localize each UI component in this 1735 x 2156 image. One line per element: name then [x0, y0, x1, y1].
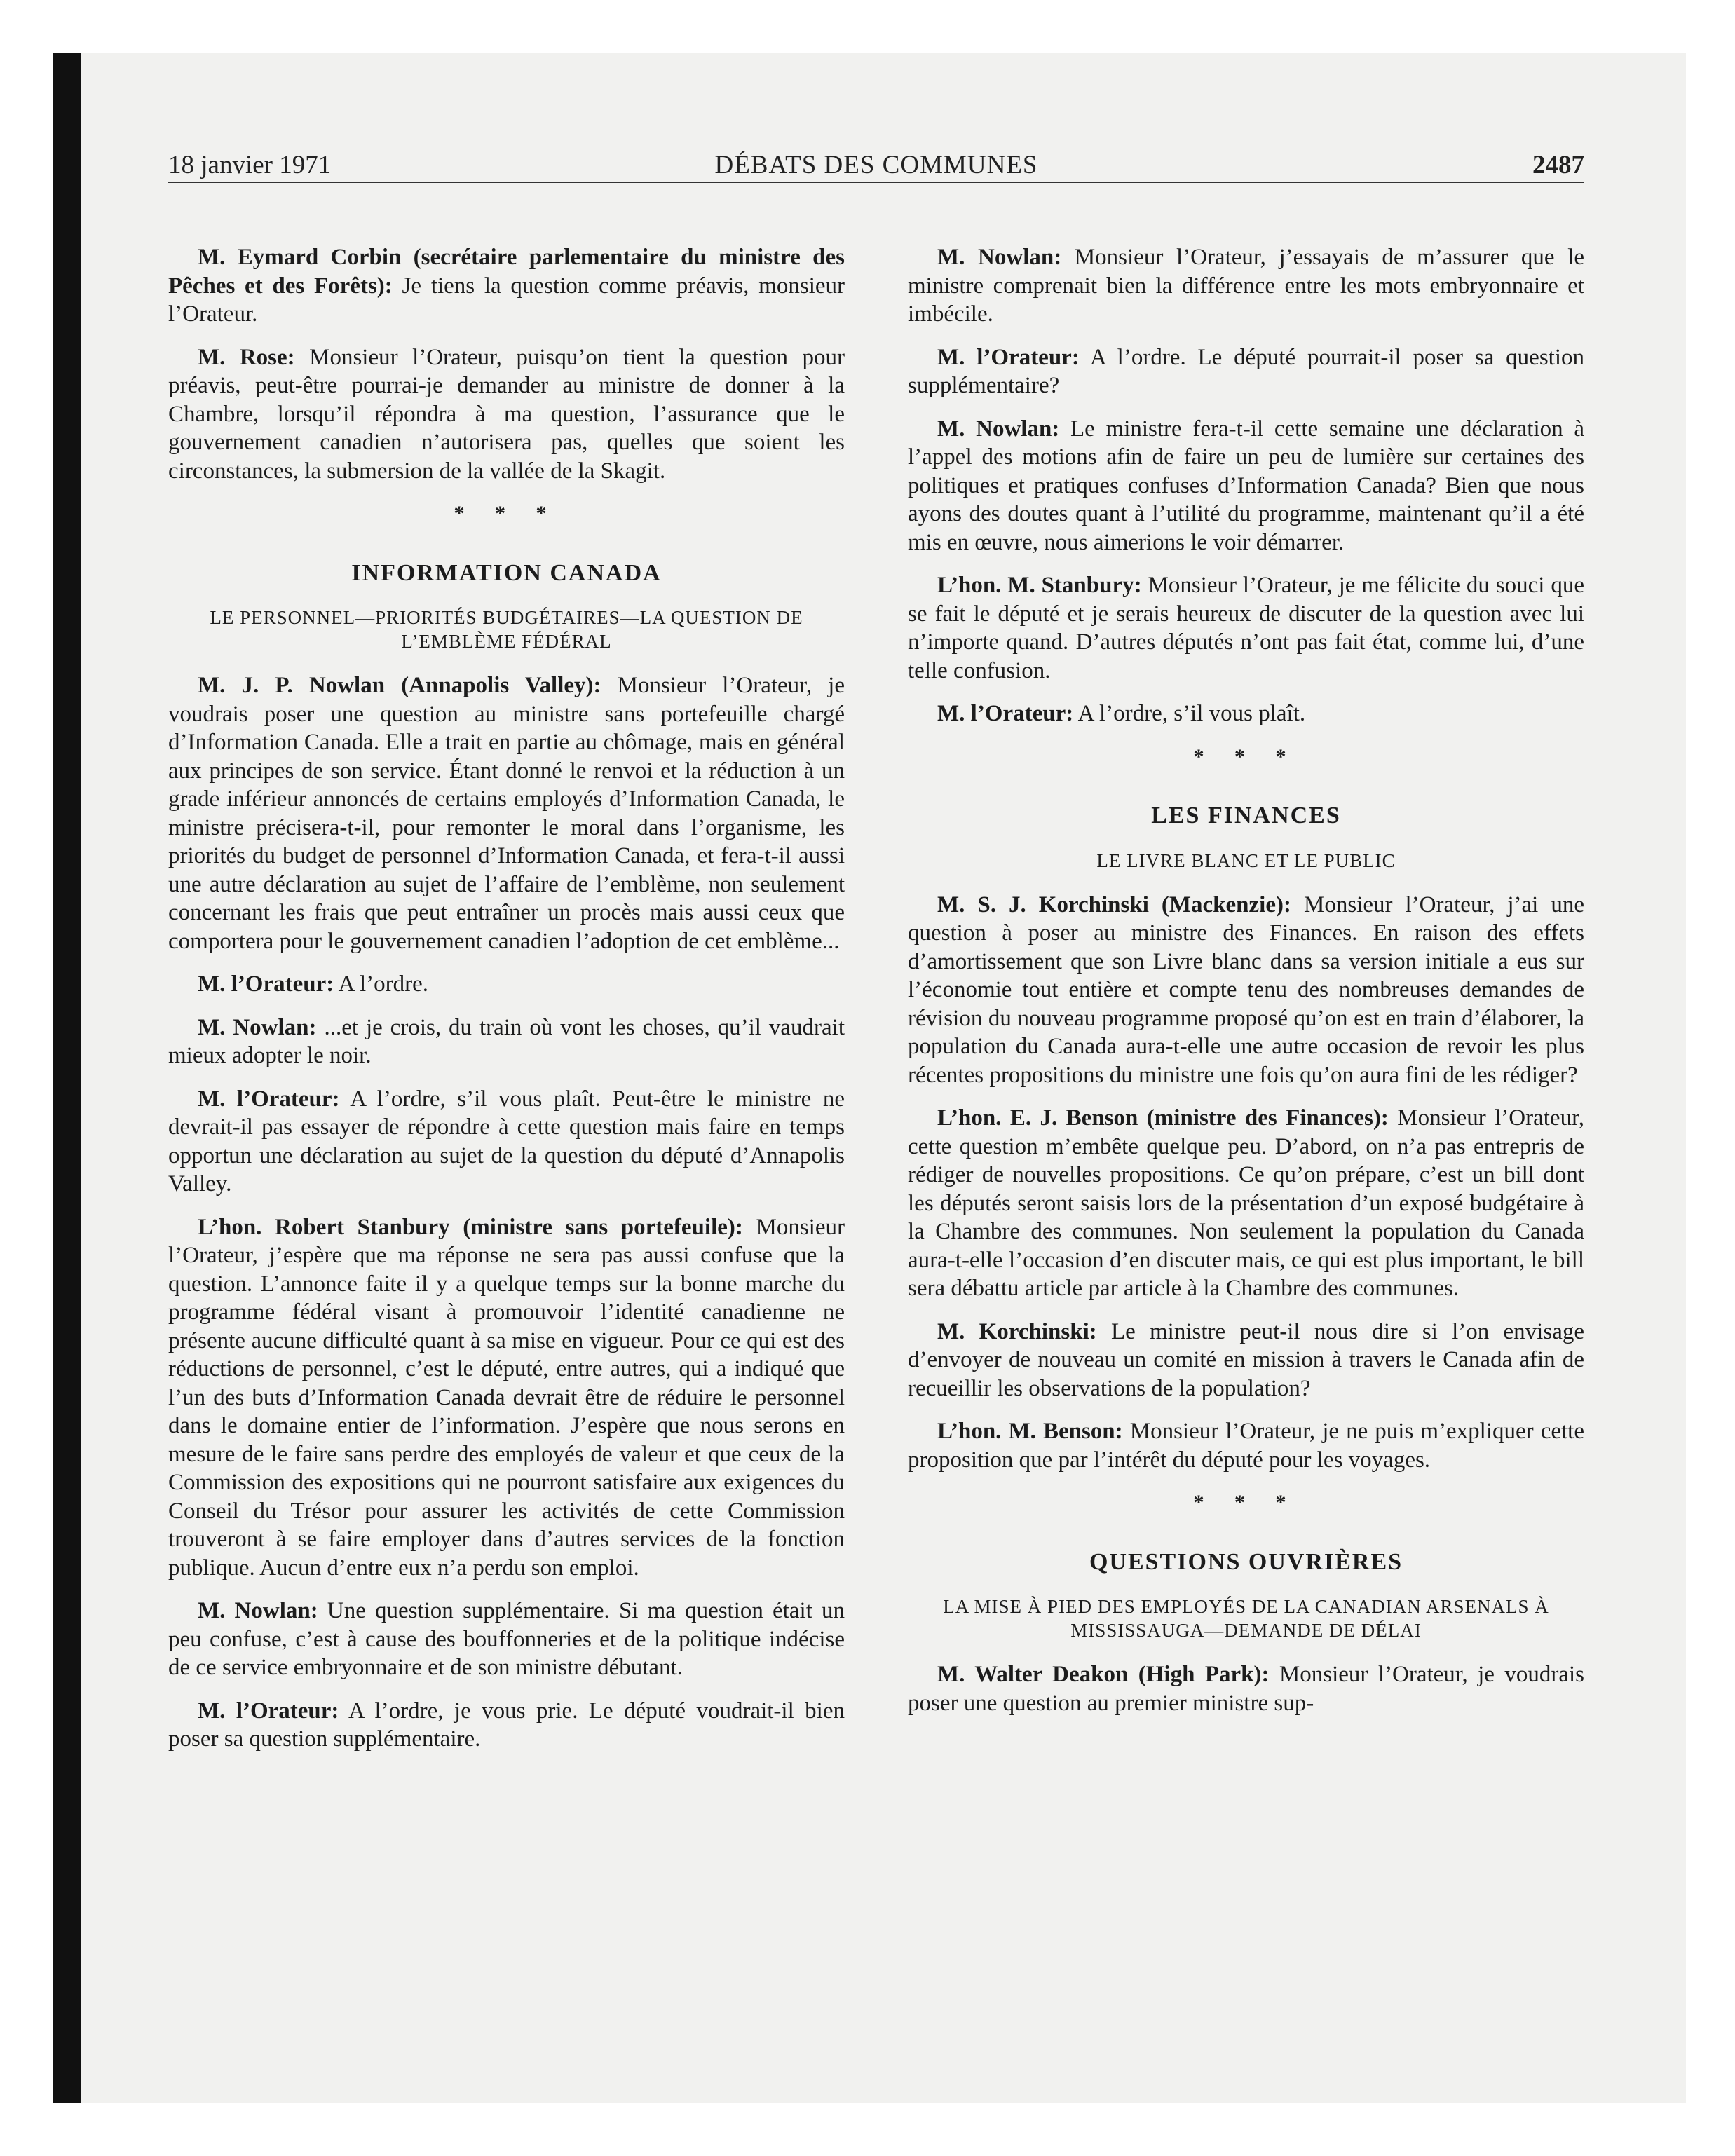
- speaker-name: M. l’Orateur:: [937, 344, 1080, 370]
- speech-text: A l’ordre.: [334, 971, 428, 997]
- speaker-name: M. l’Orateur:: [198, 1698, 339, 1724]
- section-heading: INFORMATION CANADA: [351, 559, 662, 586]
- paragraph: [168, 343, 845, 486]
- speech-text: Le ministre fera-t-il cette semaine une déclaration à l’appel des motions afin de faire un peu de lumière sur certaines des politiques et pratiques confuses d’Information Canada? Bien que nous ayons des doutes quant à l’utilité du programme, maintenant qu’il a été mis en œuvre, nous aimerions le voir démarrer.: [908, 416, 1584, 555]
- speech-text: A l’ordre. Le député pourrait-il poser sa question supplémentaire?: [908, 344, 1584, 398]
- section-separator: * * *: [1193, 1491, 1299, 1514]
- speaker-name: M. Nowlan:: [937, 416, 1060, 442]
- speech-text: A l’ordre, s’il vous plaît.: [1073, 701, 1306, 726]
- speech-text: ...et je crois, du train où vont les choses, qu’il vaudrait mieux adopter le noir.: [168, 1014, 845, 1068]
- speaker-name: L’hon. E. J. Benson (ministre des Finances):: [937, 1105, 1389, 1131]
- speech-text: Une question supplémentaire. Si ma question était un peu confuse, c’est à cause des bouffonneries et de la politique indécise de ce service embryonnaire et de son ministre débutant.: [168, 1598, 845, 1680]
- section-separator: * * *: [454, 502, 559, 525]
- paragraph: [168, 1213, 845, 1583]
- section-heading: LES FINANCES: [1151, 803, 1341, 828]
- header-title: DÉBATS DES COMMUNES: [714, 151, 1038, 179]
- speech-text: Monsieur l’Orateur, j’essayais de m’assurer que le ministre comprenait bien la différence entre les mots embryonnaire et imbécile.: [908, 245, 1584, 327]
- scan-edge: [53, 53, 81, 2103]
- paragraph: [168, 1597, 845, 1682]
- paragraph: [168, 1014, 845, 1070]
- paragraph: [908, 700, 1584, 728]
- speech-text: Monsieur l’Orateur, puisqu’on tient la question pour préavis, peut-être pourrai-je demander au ministre de donner à la Chambre, lorsqu’il répondra à ma question, l’assurance que le gouvernement canadien n’autorisera pas, quelles que soient les circonstances, la submersion de la vallée de la Skagit.: [168, 344, 845, 484]
- speaker-name: L’hon. Robert Stanbury (ministre sans portefeuile):: [198, 1214, 743, 1240]
- speaker-name: M. l’Orateur:: [198, 971, 334, 997]
- speaker-name: M. Nowlan:: [937, 245, 1062, 270]
- speaker-name: M. l’Orateur:: [937, 701, 1074, 726]
- paragraph: [908, 343, 1584, 400]
- speech-text: Monsieur l’Orateur, je ne puis m’expliquer cette proposition que par l’intérêt du député pour les voyages.: [908, 1419, 1584, 1473]
- speaker-name: M. Korchinski:: [937, 1318, 1097, 1344]
- section-subheading: LA MISE À PIED DES EMPLOYÉS DE LA CANADIAN ARSENALS À MISSISSAUGA—DEMANDE DE DÉLAI: [943, 1596, 1549, 1641]
- speech-text: Monsieur l’Orateur, j’espère que ma réponse ne sera pas aussi confuse que la question. L’annonce faite il y a quelque temps sur la bonne marche du programme fédéral visant à promouvoir l’identité canadienne ne présente aucune difficulté quant à sa mise en vigueur. Pour ce qui est des réductions de personnel, c’est le député, entre autres, qui a indiqué que l’un des buts d’Information Canada devrait être de réduire le personnel dans le domaine entier de l’information. J’espère que nous serons en mesure de le faire sans perdre des employés de valeur et que ceux de la Commission des expositions qui ne pourront satisfaire aux exigences du Conseil du Trésor pour assurer les activités de cette Commission trouveront à se faire employer dans d’autres services de la fonction publique. Aucun d’entre eux n’a perdu son emploi.: [168, 1214, 845, 1581]
- speech-text: Monsieur l’Orateur, je me félicite du souci que se fait le député et je serais heureux de discuter de la question avec lui n’importe quand. D’autres députés n’ont pas fait état, comme lui, d’une telle confusion.: [908, 573, 1584, 683]
- speech-text: Le ministre peut-il nous dire si l’on envisage d’envoyer de nouveau un comité en mission à travers le Canada afin de recueillir les observations de la population?: [908, 1318, 1584, 1401]
- paragraph: [908, 891, 1584, 1090]
- section-heading: QUESTIONS OUVRIÈRES: [1089, 1548, 1403, 1575]
- speech-text: Monsieur l’Orateur, je voudrais poser une question au premier ministre sup-: [908, 1662, 1584, 1716]
- speaker-name: M. Walter Deakon (High Park):: [937, 1662, 1270, 1687]
- paragraph: [908, 1660, 1584, 1717]
- speaker-name: M. Nowlan:: [198, 1598, 318, 1623]
- header-rule: [168, 182, 1584, 183]
- paragraph: [908, 243, 1584, 329]
- right-column: [908, 243, 1584, 1732]
- paragraph: [168, 1697, 845, 1754]
- speech-text: A l’ordre, je vous prie. Le député voudrait-il bien poser sa question supplémentaire.: [168, 1698, 845, 1752]
- header-date: 18 janvier 1971: [168, 151, 332, 179]
- speaker-name: M. Rose:: [198, 344, 295, 370]
- speech-text: A l’ordre, s’il vous plaît. Peut-être le ministre ne devrait-il pas essayer de répondre à cette question mais faire en temps opportun une déclaration au sujet de la question du député d’Annapolis Valley.: [168, 1086, 845, 1196]
- speech-text: Monsieur l’Orateur, je voudrais poser une question au ministre sans portefeuille chargé d’Information Canada. Elle a trait en partie au chômage, mais en général aux principes de son service. Étant donné le renvoi et la réduction à un grade inférieur annoncés de certains employés d’Information Canada, le ministre précisera-t-il, pour remonter le moral dans l’organisme, les priorités du budget de personnel d’Information Canada, et fera-t-il aussi une autre déclaration au sujet de l’affaire de l’emblème, non seulement concernant les frais que peut entraîner un procès mais aussi ceux que comportera pour le gouvernement canadien l’adoption de cet emblème...: [168, 673, 845, 954]
- speaker-name: M. Nowlan:: [198, 1014, 317, 1040]
- section-separator: * * *: [1193, 744, 1299, 768]
- speaker-name: M. J. P. Nowlan (Annapolis Valley):: [198, 673, 601, 698]
- paragraph: [908, 415, 1584, 557]
- speech-text: Je tiens la question comme préavis, monsieur l’Orateur.: [168, 273, 845, 327]
- speaker-name: M. S. J. Korchinski (Mackenzie):: [937, 892, 1291, 917]
- paragraph: [168, 1085, 845, 1199]
- speech-text: Monsieur l’Orateur, cette question m’embête quelque peu. D’abord, on n’a pas entrepris de rédiger de nouvelles propositions. Ce qu’on prépare, c’est un bill dont les députés seront saisis lors de la présentation d’un exposé budgétaire à la Chambre des communes. Non seulement la population du Canada aura-t-elle l’occasion d’en discuter mais, ce qui est plus important, le bill sera débattu article par article à la Chambre des communes.: [908, 1105, 1584, 1301]
- paragraph: [168, 671, 845, 955]
- paragraph: [908, 1417, 1584, 1474]
- section-subheading: LE LIVRE BLANC ET LE PUBLIC: [1096, 850, 1396, 871]
- speaker-name: M. l’Orateur:: [198, 1086, 340, 1112]
- section-subheading: LE PERSONNEL—PRIORITÉS BUDGÉTAIRES—LA QUESTION DE L’EMBLÈME FÉDÉRAL: [210, 607, 803, 652]
- left-column: [168, 243, 845, 1768]
- page-header: [168, 150, 1584, 182]
- header-page-number: 2487: [1532, 151, 1584, 179]
- speaker-name: M. Eymard Corbin (secrétaire parlementaire du ministre des Pêches et des Forêts):: [168, 245, 845, 299]
- speaker-name: L’hon. M. Benson:: [937, 1419, 1123, 1444]
- paragraph: [168, 243, 845, 329]
- speaker-name: L’hon. M. Stanbury:: [937, 573, 1142, 598]
- paragraph: [908, 1104, 1584, 1303]
- paragraph: [908, 1318, 1584, 1403]
- paragraph: [908, 571, 1584, 685]
- speech-text: Monsieur l’Orateur, j’ai une question à poser au ministre des Finances. En raison des effets d’amortissement que son Livre blanc dans sa version initiale a eus sur l’économie tout entière et compte tenu des nombreuses demandes de révision du nouveau programme proposé qu’on est en train d’élaborer, la population du Canada aura-t-elle une autre occasion de revoir les plus récentes propositions du ministre une fois qu’on aura fini de les rédiger?: [908, 892, 1584, 1088]
- paragraph: [168, 970, 845, 999]
